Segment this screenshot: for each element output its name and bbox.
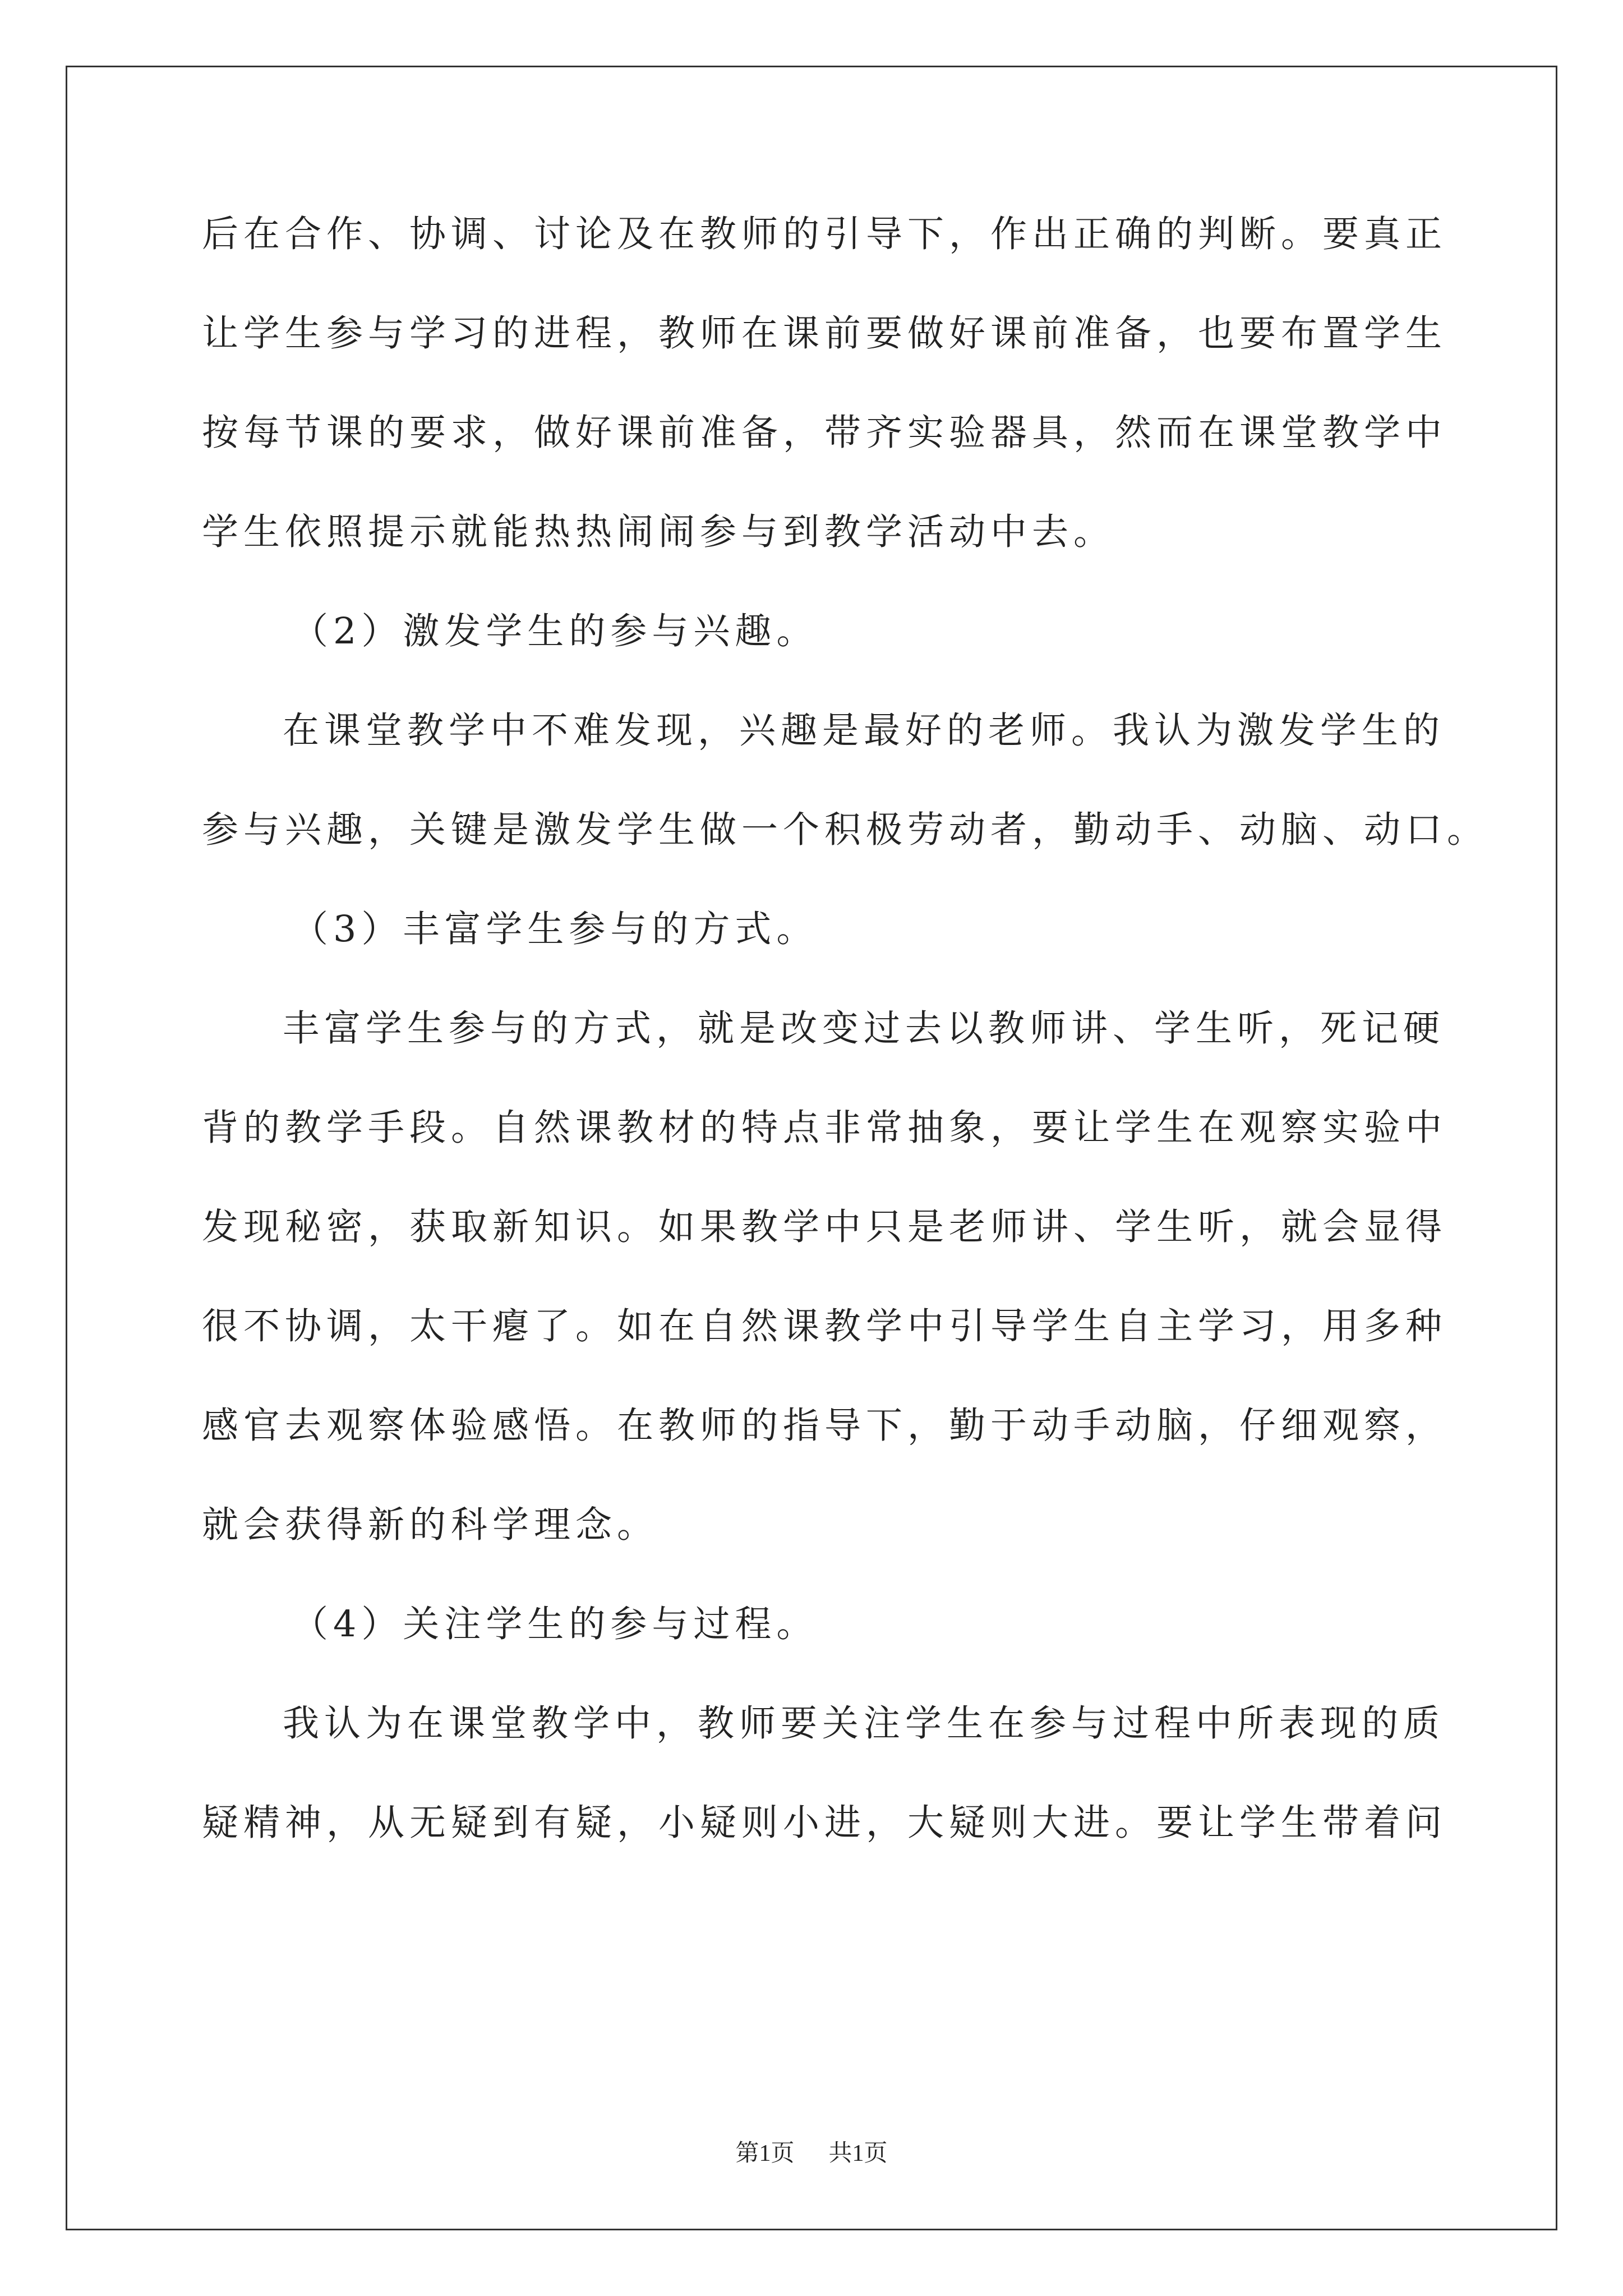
- paragraph-first-line: 丰富学生参与的方式，就是改变过去以教师讲、学生听，死记硬: [283, 1007, 1445, 1050]
- text-line: 疑精神，从无疑到有疑，小疑则小进，大疑则大进。要让学生带着问: [202, 1802, 1447, 1844]
- document-body: [202, 212, 1489, 1900]
- paragraph-first-line: 我认为在课堂教学中，教师要关注学生在参与过程中所表现的质: [283, 1703, 1445, 1745]
- total-pages: 共1页: [828, 2141, 888, 2166]
- section-heading: （4）关注学生的参与过程。: [292, 1603, 818, 1645]
- text-line: 后在合作、协调、讨论及在教师的引导下，作出正确的判断。要真正: [202, 213, 1447, 255]
- text-line: 参与兴趣，关键是激发学生做一个积极劳动者，勤动手、动脑、动口。: [202, 809, 1489, 851]
- paragraph-first-line: 在课堂教学中不难发现，兴趣是最好的老师。我认为激发学生的: [283, 710, 1445, 752]
- section-heading: （3）丰富学生参与的方式。: [292, 908, 818, 950]
- text-line: 让学生参与学习的进程，教师在课前要做好课前准备，也要布置学生: [202, 312, 1447, 355]
- text-line: 发现秘密，获取新知识。如果教学中只是老师讲、学生听，就会显得: [202, 1206, 1447, 1248]
- section-heading: （2）激发学生的参与兴趣。: [292, 610, 818, 652]
- page-footer: [0, 2134, 1623, 2168]
- text-line: 就会获得新的科学理念。: [202, 1504, 659, 1546]
- page-number: 第1页: [735, 2141, 795, 2166]
- text-line: 学生依照提示就能热热闹闹参与到教学活动中去。: [202, 511, 1115, 553]
- text-line: 很不协调，太干瘪了。如在自然课教学中引导学生自主学习，用多种: [202, 1305, 1447, 1347]
- text-line: 按每节课的要求，做好课前准备，带齐实验器具，然而在课堂教学中: [202, 412, 1447, 454]
- text-line: 感官去观察体验感悟。在教师的指导下，勤于动手动脑，仔细观察，: [202, 1405, 1447, 1447]
- text-line: 背的教学手段。自然课教材的特点非常抽象，要让学生在观察实验中: [202, 1107, 1447, 1149]
